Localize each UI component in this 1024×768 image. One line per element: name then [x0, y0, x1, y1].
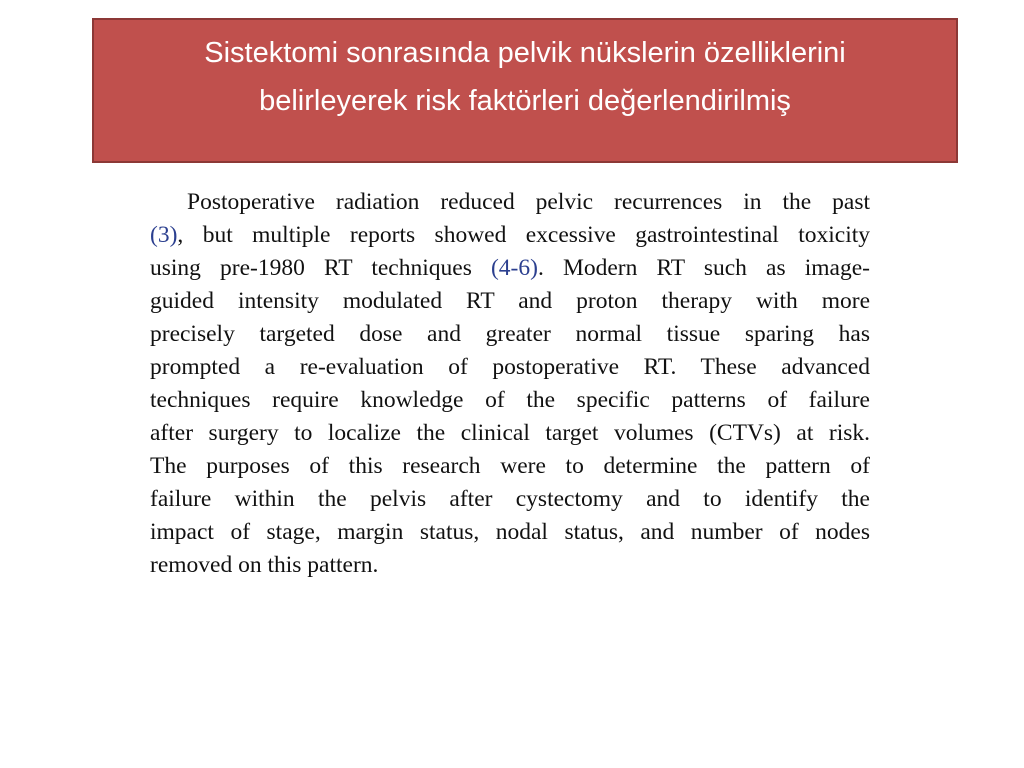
citation-link[interactable]: (3): [150, 222, 178, 248]
excerpt-line: [150, 450, 870, 483]
excerpt-text: The purposes of this research were to determine the pattern of: [150, 453, 870, 479]
slide-title: [94, 20, 956, 125]
paper-excerpt: [150, 186, 870, 582]
excerpt-line: [150, 351, 870, 384]
excerpt-text: guided intensity modulated RT and proton therapy with more: [150, 288, 870, 314]
excerpt-text: , but multiple reports showed excessive gastrointestinal toxicity: [177, 222, 870, 248]
excerpt-text: prompted a re-evaluation of postoperative RT. These advanced: [150, 354, 870, 380]
citation-link[interactable]: (4-6): [490, 255, 538, 281]
excerpt-line: [150, 417, 870, 450]
slide-title-line: belirleyerek risk faktörleri değerlendirilmiş: [259, 85, 791, 117]
excerpt-text: precisely targeted dose and greater normal tissue sparing has: [150, 321, 870, 347]
excerpt-text: impact of stage, margin status, nodal status, and number of nodes: [150, 519, 870, 545]
excerpt-line: [150, 318, 870, 351]
slide-title-line: Sistektomi sonrasında pelvik nükslerin özelliklerini: [204, 37, 846, 69]
excerpt-line: [150, 384, 870, 417]
excerpt-line: [150, 549, 870, 582]
excerpt-line: [150, 483, 870, 516]
excerpt-text: removed on this pattern.: [150, 552, 379, 578]
excerpt-line: [150, 219, 870, 252]
slide-title-box: [92, 18, 958, 163]
excerpt-line: [150, 285, 870, 318]
excerpt-text: Postoperative radiation reduced pelvic recurrences in the past: [187, 189, 870, 215]
excerpt-text: . Modern RT such as image-: [537, 255, 870, 281]
excerpt-text: techniques require knowledge of the specific patterns of failure: [150, 387, 870, 413]
excerpt-text: after surgery to localize the clinical target volumes (CTVs) at risk.: [150, 420, 870, 446]
excerpt-line: [150, 186, 870, 219]
excerpt-line: [150, 516, 870, 549]
excerpt-text: failure within the pelvis after cystectomy and to identify the: [150, 486, 870, 512]
excerpt-text: using pre-1980 RT techniques: [150, 255, 491, 281]
excerpt-line: [150, 252, 870, 285]
